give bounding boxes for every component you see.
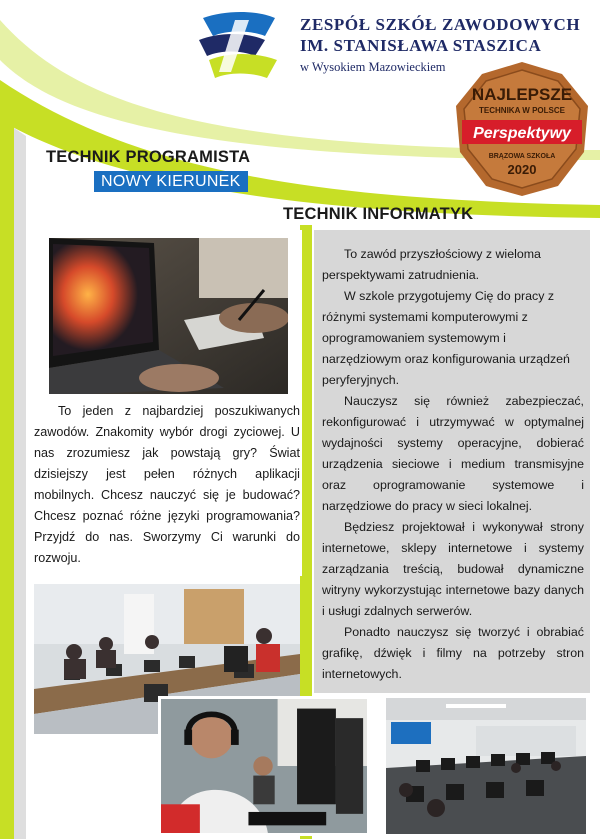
school-name-line2: IM. STANISŁAWA STASZICA bbox=[300, 36, 542, 55]
school-city: w Wysokiem Mazowieckiem bbox=[300, 60, 446, 74]
badge-year: 2020 bbox=[507, 162, 537, 177]
school-name-line1: ZESPÓŁ SZKÓŁ ZAWODOWYCH bbox=[300, 15, 581, 34]
school-logo-icon bbox=[195, 10, 281, 82]
right-paragraph-4: Będziesz projektował i wykonywał strony internetowe, sklepy internetowe i systemy zarządzania treścią, budował dynamiczne witryny wykorzystując internetowe bazy danych i usługi zdalnych serwerów. bbox=[322, 520, 584, 618]
right-paragraph-5: Ponadto nauczysz się tworzyć i obrabiać grafikę, dźwięk i filmy na potrzeby stron internetowych. bbox=[322, 625, 584, 681]
right-description bbox=[322, 244, 584, 685]
title-technik-programista: TECHNIK PROGRAMISTA bbox=[46, 148, 251, 166]
laptop-photo bbox=[49, 238, 288, 394]
award-badge bbox=[452, 60, 592, 198]
new-course-label: NOWY KIERUNEK bbox=[94, 171, 248, 192]
title-technik-informatyk: TECHNIK INFORMATYK bbox=[283, 205, 474, 223]
badge-line2: TECHNIKA W POLSCE bbox=[479, 106, 565, 115]
computer-lab-photo bbox=[386, 698, 586, 834]
left-paragraph: To jeden z najbardziej poszukiwanych zawodów. Znakomity wybór drogi zyciowej. U nas zrozumiesz jak powstają gry? Świat dzisiejszy jest pełen różnych aplikacji mobilnych. Chcesz nauczyć się je budować? Chcesz poznać różne języki programowania? Przyjdź do nas. Sworzymy Ci warunki do rozwoju. bbox=[34, 404, 300, 565]
right-paragraph-1: To zawód przyszłościowy z wieloma perspektywami zatrudnienia. bbox=[322, 247, 541, 282]
right-paragraph-3: Nauczysz się również zabezpieczać, rekonfigurować i utrzymywać w optymalnej wydajności systemy operacyjne, dobierać urządzenia sieciowe i medium transmisyjne oraz oprogramowanie systemowe i narzędziowe do pracy w sieci lokalnej. bbox=[322, 394, 584, 513]
student-headphones-photo bbox=[158, 696, 370, 836]
badge-line3: BRĄZOWA SZKOŁA bbox=[488, 153, 556, 160]
left-description bbox=[34, 401, 300, 569]
badge-brand: Perspektywy bbox=[473, 125, 571, 142]
right-paragraph-2: W szkole przygotujemy Cię do pracy z różnymi systemami komputerowymi z oprogramowaniem systemowym i narzędziowym oraz konfigurowania urządzeń peryferyjnych. bbox=[322, 289, 570, 387]
school-name bbox=[300, 14, 580, 56]
badge-line1: NAJLEPSZE bbox=[471, 85, 573, 104]
